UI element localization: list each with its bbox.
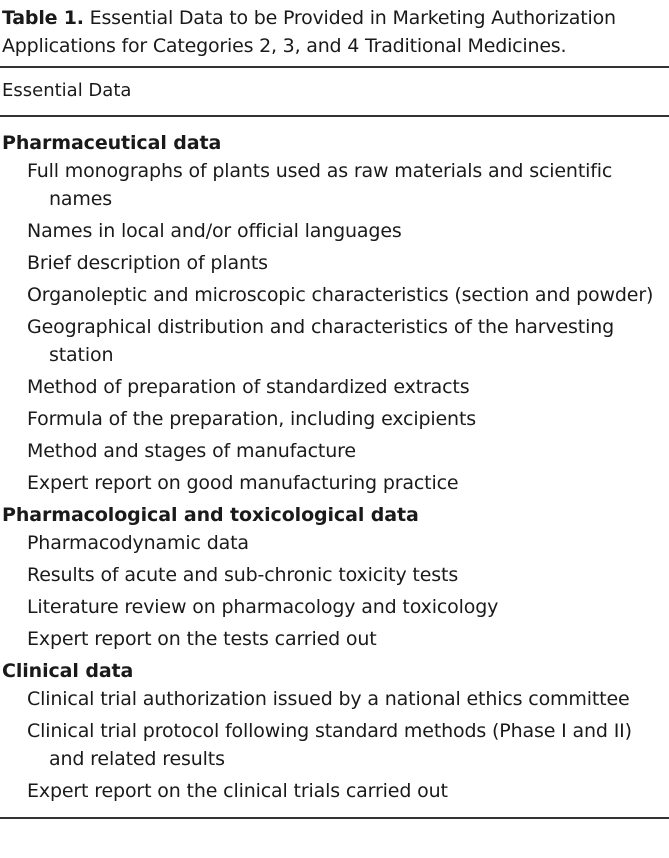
section-pharmacological xyxy=(0,501,669,653)
list-item: Brief description of plants xyxy=(27,252,268,274)
list-item: Formula of the preparation, including excipients xyxy=(27,408,476,430)
table-body xyxy=(0,117,669,817)
list-item: Names in local and/or official languages xyxy=(27,220,402,242)
table-caption-text: Essential Data to be Provided in Marketing Authorization Applications for Categories 2, 3, and 4 Traditional Medicines. xyxy=(2,7,616,57)
section-title: Clinical data xyxy=(2,660,134,682)
list-item: Method of preparation of standardized extracts xyxy=(27,376,470,398)
table-caption-label: Table 1. xyxy=(2,7,84,29)
list-item: Full monographs of plants used as raw materials and scientific names xyxy=(27,160,613,210)
bottom-rule xyxy=(0,817,669,819)
list-item: Method and stages of manufacture xyxy=(27,440,356,462)
section-title: Pharmacological and toxicological data xyxy=(2,504,419,526)
list-item: Expert report on the clinical trials carried out xyxy=(27,780,448,802)
list-item: Literature review on pharmacology and toxicology xyxy=(27,596,499,618)
list-item: Expert report on the tests carried out xyxy=(27,628,377,650)
table-caption xyxy=(0,0,669,60)
list-item: Expert report on good manufacturing practice xyxy=(27,472,459,494)
column-header: Essential Data xyxy=(2,80,132,101)
list-item: Clinical trial protocol following standard methods (Phase I and II) and related results xyxy=(27,720,632,770)
list-item: Clinical trial authorization issued by a national ethics committee xyxy=(27,688,630,710)
section-clinical xyxy=(0,657,669,805)
list-item: Pharmacodynamic data xyxy=(27,532,249,554)
list-item: Geographical distribution and characteristics of the harvesting station xyxy=(27,316,615,366)
list-item: Results of acute and sub-chronic toxicity tests xyxy=(27,564,459,586)
section-pharmaceutical xyxy=(0,129,669,497)
list-item: Organoleptic and microscopic characteristics (section and powder) xyxy=(27,284,654,306)
section-title: Pharmaceutical data xyxy=(2,132,222,154)
